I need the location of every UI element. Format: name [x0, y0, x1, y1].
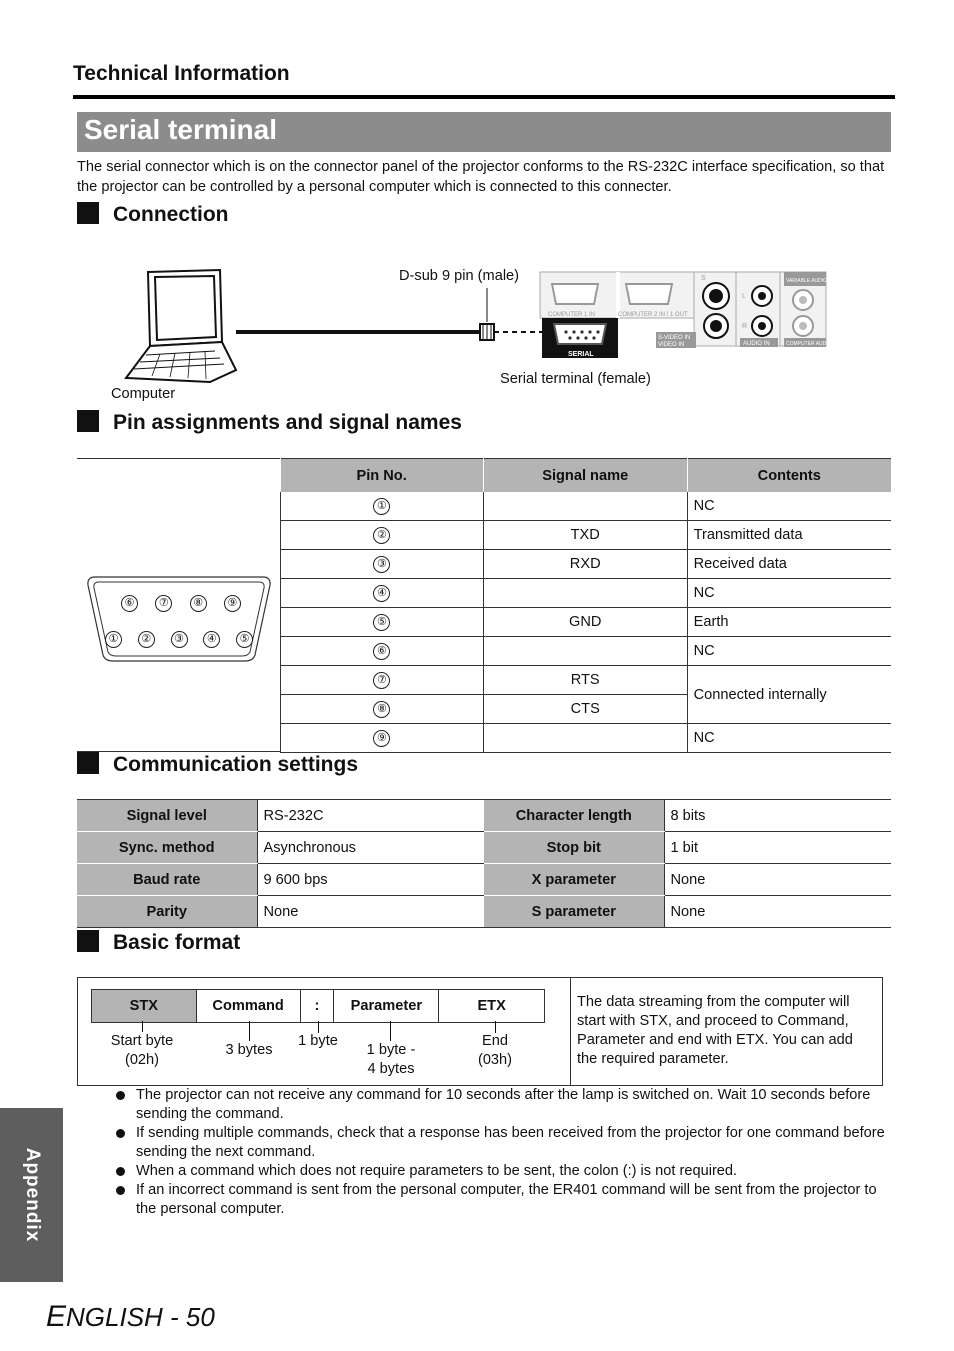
pin-number: ③ [373, 556, 390, 573]
format-label: Start byte (02h) [110, 1033, 174, 1068]
contents: Connected internally [687, 666, 891, 724]
pin-label: ⑤ [236, 631, 253, 648]
setting-value: None [664, 864, 891, 896]
pins-heading: Pin assignments and signal names [77, 410, 462, 435]
computer1-port-icon [552, 284, 598, 304]
pin-label: ④ [203, 631, 220, 648]
setting-key: Stop bit [484, 832, 664, 864]
computer2-port-icon [626, 284, 672, 304]
setting-value: 1 bit [664, 832, 891, 864]
square-bullet-icon [77, 752, 99, 774]
signal-name [483, 579, 687, 608]
table-row [77, 864, 891, 896]
s-label: S [701, 275, 706, 282]
column-header: Contents [687, 459, 891, 493]
pin-label: ⑥ [121, 595, 138, 612]
setting-key: S parameter [484, 896, 664, 928]
basic-heading: Basic format [77, 930, 240, 955]
table-header-row [281, 459, 892, 493]
serial-port-icon [554, 324, 606, 344]
table-row [77, 800, 891, 832]
format-label: 1 byte - 4 bytes [366, 1042, 416, 1077]
pin-label: ⑨ [224, 595, 241, 612]
footer-rest: NGLISH - 50 [66, 1302, 215, 1332]
tick-mark [142, 1021, 143, 1032]
list-item: When a command which does not require parameters to be sent, the colon (:) is not required. [113, 1162, 893, 1181]
tick-mark [390, 1021, 391, 1041]
setting-key: X parameter [484, 864, 664, 896]
contents: Transmitted data [687, 521, 891, 550]
setting-value: None [664, 896, 891, 928]
comm-heading: Communication settings [77, 752, 358, 777]
table-row [77, 896, 891, 928]
setting-value: RS-232C [257, 800, 484, 832]
dsub-label: D-sub 9 pin (male) [399, 268, 520, 284]
contents: NC [687, 579, 891, 608]
list-item: The projector can not receive any command for 10 seconds after the lamp is switched on. Wait 10 seconds before sending the command. [113, 1086, 893, 1124]
table-row [281, 550, 892, 579]
pin-number: ⑧ [373, 701, 390, 718]
pin-label: ③ [171, 631, 188, 648]
audio-in-label: AUDIO IN [743, 341, 770, 347]
table-row [281, 579, 892, 608]
signal-name: CTS [483, 695, 687, 724]
format-field: Command [196, 990, 300, 1023]
signal-name [483, 637, 687, 666]
format-label: 1 byte [298, 1033, 338, 1049]
video-label: VIDEO IN [658, 342, 685, 348]
variable-audio-label: VARIABLE AUDIO OUT [786, 278, 839, 284]
pin-number: ② [373, 527, 390, 544]
table-row [281, 492, 892, 521]
square-bullet-icon [77, 202, 99, 224]
setting-key: Parity [77, 896, 257, 928]
footer-initial: E [46, 1300, 67, 1333]
pin-label: ② [138, 631, 155, 648]
signal-name: RXD [483, 550, 687, 579]
connector-pins-bottom [105, 631, 253, 648]
laptop-icon [126, 270, 236, 382]
column-header: Pin No. [281, 459, 484, 493]
connection-heading: Connection [77, 202, 229, 227]
section-label: Technical Information [73, 62, 290, 85]
page-footer [46, 1300, 215, 1334]
notes-list [113, 1086, 893, 1219]
format-label: 3 bytes [225, 1042, 273, 1058]
r-label: R [742, 323, 748, 330]
dsub-connector-icon [85, 573, 273, 665]
page-title: Serial terminal [84, 114, 277, 145]
connector-diagram [77, 458, 280, 752]
comm-table [77, 799, 891, 928]
serial-terminal-label: Serial terminal (female) [500, 371, 651, 387]
signal-name: RTS [483, 666, 687, 695]
format-label: End (03h) [477, 1033, 513, 1068]
pin-number: ⑨ [373, 730, 390, 747]
title-bar [77, 112, 891, 152]
top-rule [73, 95, 895, 99]
pin-number: ⑥ [373, 643, 390, 660]
table-row [281, 637, 892, 666]
setting-key: Sync. method [77, 832, 257, 864]
signal-name: TXD [483, 521, 687, 550]
pin-label: ① [105, 631, 122, 648]
l-label: L [742, 293, 746, 300]
table-row [281, 666, 892, 695]
pin-table [280, 458, 891, 753]
computer1-label: COMPUTER 1 IN [548, 312, 596, 318]
square-bullet-icon [77, 930, 99, 952]
setting-value: 9 600 bps [257, 864, 484, 896]
appendix-tab-label: Appendix [21, 1147, 43, 1243]
contents: NC [687, 724, 891, 753]
setting-key: Character length [484, 800, 664, 832]
table-row [281, 608, 892, 637]
pin-number: ⑦ [373, 672, 390, 689]
column-header: Signal name [483, 459, 687, 493]
computer-label: Computer [111, 386, 176, 402]
pin-number: ④ [373, 585, 390, 602]
table-row [281, 724, 892, 753]
bullet-icon [116, 1186, 125, 1195]
computer2-label: COMPUTER 2 IN / 1 OUT [618, 312, 688, 318]
contents: NC [687, 637, 891, 666]
contents: NC [687, 492, 891, 521]
pin-label: ⑦ [155, 595, 172, 612]
format-table [91, 989, 545, 1023]
contents: Earth [687, 608, 891, 637]
bullet-icon [116, 1091, 125, 1100]
appendix-tab [0, 1108, 63, 1282]
table-row [281, 521, 892, 550]
pin-label: ⑧ [190, 595, 207, 612]
pin-number: ① [373, 498, 390, 515]
setting-value: 8 bits [664, 800, 891, 832]
contents: Received data [687, 550, 891, 579]
bullet-icon [116, 1167, 125, 1176]
setting-value: Asynchronous [257, 832, 484, 864]
format-field: Parameter [334, 990, 439, 1023]
computer-audio-label: COMPUTER AUDIO IN [786, 341, 838, 347]
svideo-label: S-VIDEO IN [658, 335, 691, 341]
serial-panel-label: SERIAL [568, 351, 594, 358]
pin-number: ⑤ [373, 614, 390, 631]
square-bullet-icon [77, 410, 99, 432]
basic-format-divider [570, 977, 571, 1085]
format-field: STX [92, 990, 197, 1023]
list-item: If an incorrect command is sent from the personal computer, the ER401 command will be sent from the projector to the personal computer. [113, 1181, 893, 1219]
signal-name [483, 724, 687, 753]
basic-format-description: The data streaming from the computer will start with STX, and proceed to Command, Parameter and end with ETX. You can add the required parameter. [577, 994, 853, 1067]
signal-name: GND [483, 608, 687, 637]
setting-key: Baud rate [77, 864, 257, 896]
tick-mark [249, 1021, 250, 1041]
format-row [92, 990, 545, 1023]
list-item: If sending multiple commands, check that a response has been received from the projector for one command before sending the next command. [113, 1124, 893, 1162]
signal-name [483, 492, 687, 521]
format-field: ETX [439, 990, 545, 1023]
setting-key: Signal level [77, 800, 257, 832]
setting-value: None [257, 896, 484, 928]
intro-text: The serial connector which is on the connector panel of the projector conforms to the RS-232C interface specification, so that the projector can be controlled by a personal computer which is connected to this connecter. [77, 159, 885, 195]
connector-pins-top [121, 595, 241, 612]
format-field: : [300, 990, 334, 1023]
table-row [77, 832, 891, 864]
bullet-icon [116, 1129, 125, 1138]
